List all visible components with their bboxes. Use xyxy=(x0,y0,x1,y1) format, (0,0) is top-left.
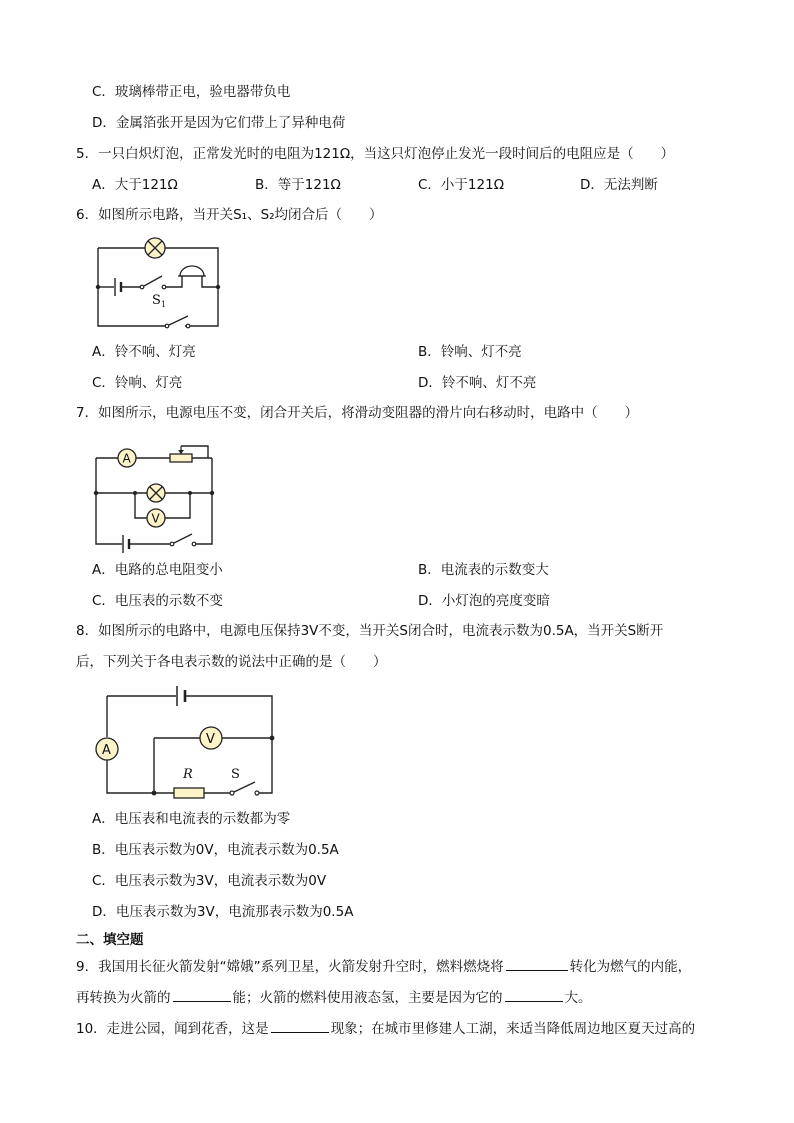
q6-option-d: D．铃不响、灯不亮 xyxy=(418,375,537,391)
q8-stem-line1: 8．如图所示的电路中，电源电压保持3V不变，当开关S闭合时，电流表示数为0.5A，当开关S断开 xyxy=(76,623,664,639)
q9-line2-text-b: 能；火箭的燃料使用液态氢，主要是因为它的 xyxy=(232,990,503,1006)
voltmeter-symbol xyxy=(147,509,165,527)
q6-circuit-diagram xyxy=(90,232,230,332)
q8-voltmeter-label: V xyxy=(206,732,215,747)
voltmeter-symbol xyxy=(200,727,222,749)
switch-symbol xyxy=(170,534,196,546)
q6-option-c: C．铃响、灯亮 xyxy=(92,375,183,391)
q6-s1-label: S xyxy=(152,293,161,308)
q7-option-c: C．电压表的示数不变 xyxy=(92,593,223,609)
q8-stem-line2: 后，下列关于各电表示数的说法中正确的是（ ） xyxy=(76,654,387,670)
q8-switch-label: S xyxy=(231,767,240,782)
q5-option-a: A．大于121Ω xyxy=(92,177,178,193)
q9-line1 xyxy=(76,956,691,976)
q10-line1-text-b: 现象；在城市里修建人工湖，来适当降低周边地区夏天过高的 xyxy=(330,1021,696,1037)
q7-voltmeter-label: V xyxy=(151,511,160,526)
q9-blank-3[interactable] xyxy=(505,987,563,1002)
q10-line1 xyxy=(76,1018,695,1038)
q9-line1-text-b: 转化为燃气的内能， xyxy=(569,959,692,975)
resistor-r-symbol xyxy=(174,788,204,798)
q6-s1-subscript: 1 xyxy=(161,300,167,309)
q6-stem: 6．如图所示电路，当开关S₁、S₂均闭合后（ ） xyxy=(76,207,383,223)
q8-option-d: D．电压表示数为3V，电流那表示数为0.5A xyxy=(92,904,354,920)
q9-line2-text-c: 大。 xyxy=(564,990,592,1006)
lamp-symbol xyxy=(147,484,165,502)
switch-s1-symbol xyxy=(140,276,166,289)
q6-option-a: A．铃不响、灯亮 xyxy=(92,344,196,360)
q4-option-d: D．金属箔张开是因为它们带上了异种电荷 xyxy=(92,115,346,131)
q9-line2-text-a: 再转换为火箭的 xyxy=(76,990,171,1006)
switch-s2-symbol xyxy=(165,316,190,328)
q7-option-a: A．电路的总电阻变小 xyxy=(92,562,223,578)
q10-blank-1[interactable] xyxy=(271,1018,329,1033)
switch-s-symbol xyxy=(230,782,259,795)
q9-line2 xyxy=(76,987,592,1007)
q8-circuit-diagram xyxy=(92,682,282,802)
battery-symbol xyxy=(177,686,185,706)
battery-symbol xyxy=(115,278,121,296)
lamp-symbol xyxy=(145,238,165,258)
q5-option-b: B．等于121Ω xyxy=(255,177,341,193)
q8-option-b: B．电压表示数为0V，电流表示数为0.5A xyxy=(92,842,339,858)
q7-option-d: D．小灯泡的亮度变暗 xyxy=(418,593,550,609)
q8-option-a: A．电压表和电流表的示数都为零 xyxy=(92,811,291,827)
q6-option-b: B．铃响、灯不亮 xyxy=(418,344,522,360)
q8-ammeter-label: A xyxy=(102,743,111,758)
q10-line1-text-a: 10．走进公园，闻到花香，这是 xyxy=(76,1021,269,1037)
q8-resistor-label: R xyxy=(183,767,193,782)
q5-option-d: D．无法判断 xyxy=(580,177,658,193)
ammeter-symbol xyxy=(118,449,136,467)
section-title-fill-in: 二、填空题 xyxy=(76,932,144,948)
q8-option-c: C．电压表示数为3V，电流表示数为0V xyxy=(92,873,327,889)
q7-option-b: B．电流表的示数变大 xyxy=(418,562,549,578)
q7-stem: 7．如图所示，电源电压不变，闭合开关后，将滑动变阻器的滑片向右移动时，电路中（ ） xyxy=(76,405,639,421)
q9-line1-text-a: 9．我国用长征火箭发射“嫦娥”系列卫星，火箭发射升空时，燃料燃烧将 xyxy=(76,959,504,975)
q9-blank-1[interactable] xyxy=(506,956,568,971)
ammeter-symbol xyxy=(96,738,118,760)
q7-ammeter-label: A xyxy=(122,451,131,466)
q5-option-c: C．小于121Ω xyxy=(418,177,505,193)
battery-symbol xyxy=(123,535,129,553)
rheostat-symbol xyxy=(170,446,208,462)
q7-circuit-diagram xyxy=(90,440,225,550)
bell-symbol xyxy=(178,266,206,276)
q4-option-c: C．玻璃棒带正电，验电器带负电 xyxy=(92,84,291,100)
q5-stem: 5．一只白炽灯泡，正常发光时的电阻为121Ω，当这只灯泡停止发光一段时间后的电阻应是（ ） xyxy=(76,146,675,162)
q9-blank-2[interactable] xyxy=(173,987,231,1002)
